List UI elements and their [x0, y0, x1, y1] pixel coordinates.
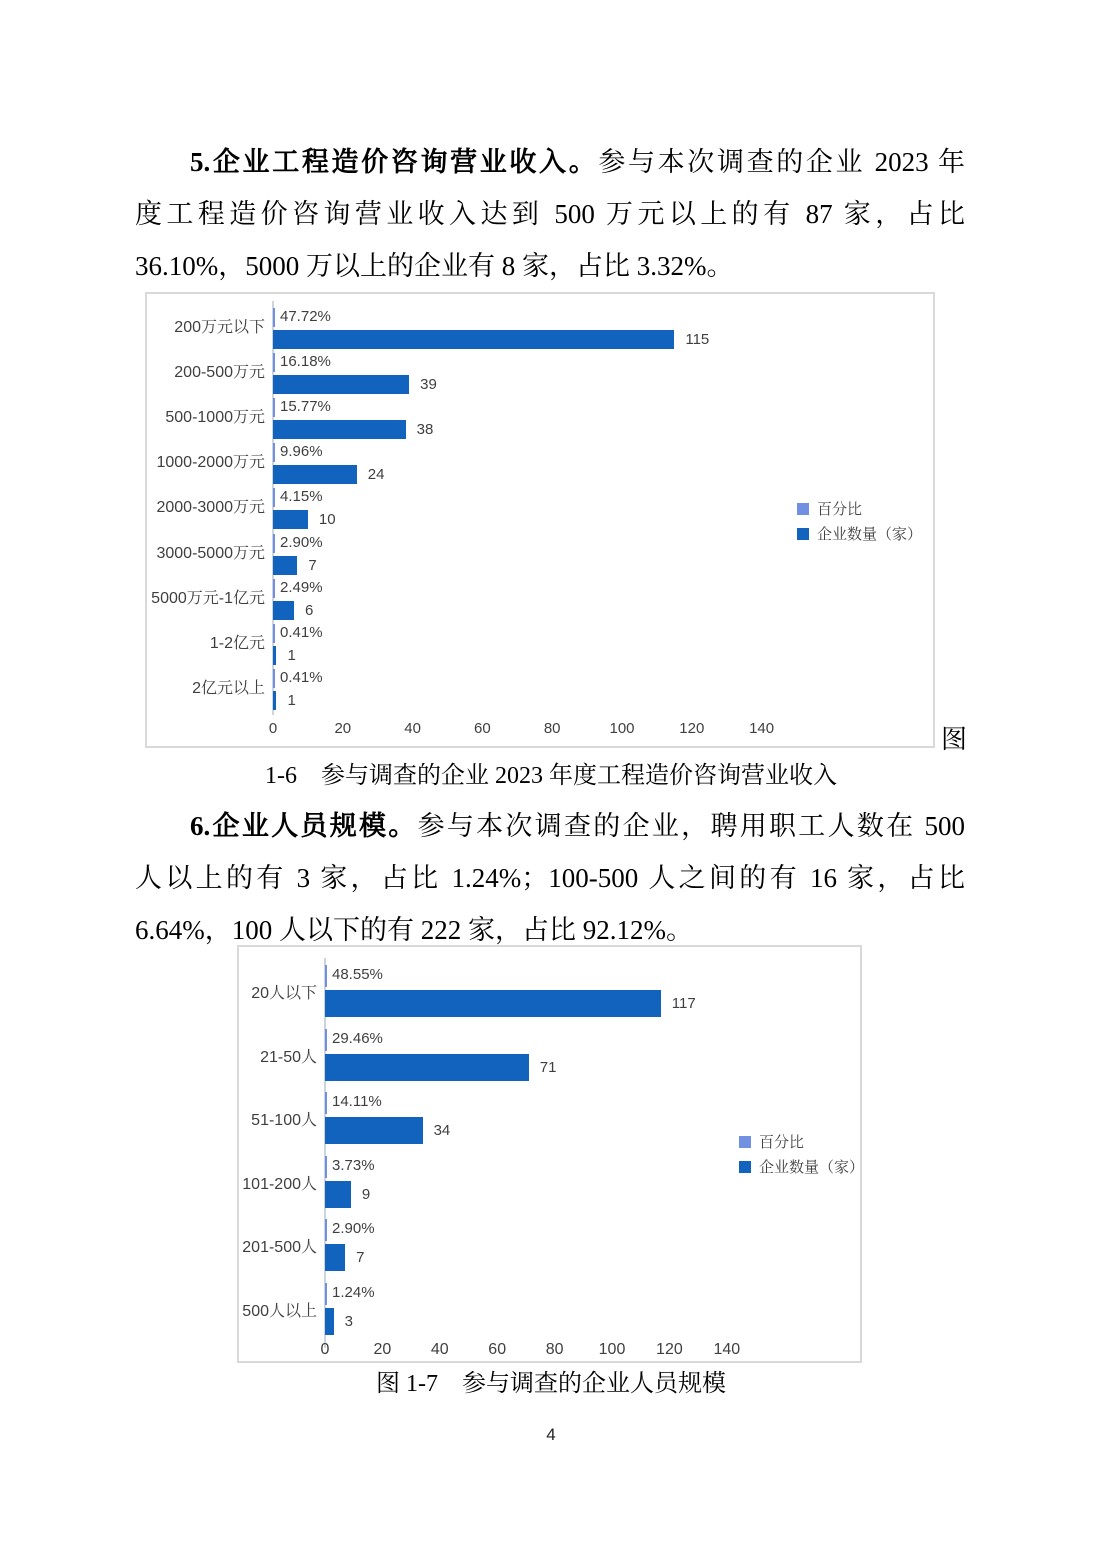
- percent-value-label: 9.96%: [280, 443, 323, 461]
- percent-bar: [325, 1029, 327, 1051]
- x-axis-tick-label: 60: [488, 1341, 507, 1358]
- count-bar: [273, 465, 357, 484]
- bar-category-label: 200-500万元: [174, 364, 265, 382]
- percent-bar: [325, 1283, 327, 1305]
- x-axis-tick-label: 120: [679, 720, 705, 737]
- x-axis-tick-label: 40: [430, 1341, 449, 1358]
- percent-value-label: 2.49%: [280, 578, 323, 596]
- x-axis-tick-label: 80: [545, 1341, 564, 1358]
- x-axis-tick-label: 40: [404, 720, 421, 737]
- figure-1-7-caption: 图 1-7 参与调查的企业人员规模: [376, 1371, 726, 1397]
- x-axis-tick-label: 100: [609, 720, 635, 737]
- x-axis-tick-label: 0: [268, 720, 278, 737]
- count-bar: [273, 646, 276, 665]
- percent-value-label: 29.46%: [332, 1029, 383, 1047]
- percent-value-label: 0.41%: [280, 623, 323, 641]
- count-value-label: 3: [344, 1313, 353, 1330]
- bar-category-label: 3000-5000万元: [156, 544, 265, 562]
- bar-category-label: 500-1000万元: [165, 409, 265, 427]
- percent-value-label: 4.15%: [280, 488, 323, 506]
- percent-value-label: 1.24%: [332, 1284, 375, 1301]
- legend-label: 企业数量（家）: [759, 1159, 865, 1176]
- count-value-label: 38: [416, 421, 434, 439]
- percent-bar: [273, 534, 275, 553]
- legend-label: 百分比: [759, 1134, 805, 1151]
- legend-swatch-percent-icon: [797, 503, 809, 515]
- percent-value-label: 16.18%: [280, 353, 331, 371]
- paragraph-line: [135, 852, 965, 904]
- percent-bar: [325, 965, 327, 987]
- count-bar: [273, 330, 674, 349]
- paragraph-text: 参与本次调查的企业 2023 年: [598, 147, 966, 177]
- count-value-label: 6: [304, 601, 314, 619]
- paragraph-text: 参与本次调查的企业，聘用职工人数在 500: [417, 811, 966, 841]
- x-axis-tick-label: 60: [474, 720, 491, 737]
- legend-item: [797, 497, 922, 522]
- count-bar: [325, 1054, 529, 1081]
- x-axis-tick-label: 100: [598, 1341, 626, 1358]
- bar-category-label: 5000万元-1亿元: [151, 589, 265, 607]
- percent-value-label: 3.73%: [332, 1156, 375, 1174]
- count-value-label: 7: [308, 556, 317, 574]
- figure-1-6-caption-orphan: 图: [941, 725, 968, 754]
- count-value-label: 39: [420, 376, 437, 394]
- x-axis-tick-label: 80: [543, 720, 561, 737]
- paragraph-5-income: [135, 136, 965, 292]
- count-bar: [273, 510, 308, 529]
- count-bar: [273, 601, 294, 620]
- bar-category-label: 20人以下: [251, 985, 317, 1002]
- percent-bar: [273, 443, 275, 462]
- bar-category-label: 500人以上: [242, 1303, 317, 1320]
- percent-bar: [273, 624, 275, 643]
- count-value-label: 24: [367, 466, 385, 484]
- count-bar: [325, 1308, 334, 1335]
- count-value-label: 10: [318, 511, 336, 529]
- bar-category-label: 201-500人: [242, 1239, 317, 1257]
- percent-value-label: 48.55%: [332, 966, 383, 983]
- legend-swatch-percent-icon: [739, 1136, 751, 1148]
- paragraph-text: 人以上的有 3 家，占比 1.24%；100-500 人之间的有 16 家，占比: [135, 863, 965, 893]
- percent-bar: [273, 669, 275, 688]
- count-value-label: 7: [356, 1249, 365, 1267]
- percent-value-label: 14.11%: [332, 1093, 382, 1111]
- percent-value-label: 15.77%: [280, 398, 331, 416]
- percent-bar: [273, 488, 275, 507]
- chart-figure-1-6: [145, 292, 935, 748]
- count-value-label: 9: [361, 1185, 371, 1203]
- count-value-label: 34: [433, 1122, 451, 1140]
- percent-value-label: 2.90%: [332, 1220, 375, 1238]
- x-axis-tick-label: 140: [749, 720, 775, 737]
- count-value-label: 1: [287, 646, 296, 664]
- paragraph-bold-lead: 6.企业人员规模。: [190, 811, 418, 841]
- paragraph-text: 度工程造价咨询营业收入达到 500 万元以上的有 87 家，占比: [135, 199, 965, 229]
- percent-value-label: 0.41%: [280, 668, 323, 686]
- bar-category-label: 21-50人: [260, 1048, 317, 1066]
- legend-item: [739, 1155, 864, 1180]
- count-bar: [325, 1181, 351, 1208]
- bar-category-label: 51-100人: [251, 1112, 317, 1130]
- legend-item: [797, 522, 922, 547]
- legend: [739, 1130, 864, 1180]
- percent-bar: [273, 398, 275, 417]
- paragraph-bold-lead: 5.企业工程造价咨询营业收入。: [190, 147, 599, 177]
- percent-bar: [273, 308, 275, 327]
- percent-bar: [325, 1092, 327, 1114]
- bar-category-label: 2000-3000万元: [156, 499, 265, 517]
- paragraph-text: 6.64%，100 人以下的有 222 家，占比 92.12%。: [135, 915, 693, 945]
- count-value-label: 1: [287, 691, 296, 709]
- paragraph-6-staff: [135, 800, 965, 956]
- paragraph-text: 36.10%，5000 万以上的企业有 8 家，占比 3.32%。: [135, 251, 734, 281]
- paragraph-line: [135, 240, 965, 292]
- count-bar: [273, 556, 297, 575]
- x-axis-tick-label: 0: [320, 1341, 330, 1358]
- bar-category-label: 101-200人: [242, 1175, 317, 1193]
- count-value-label: 71: [539, 1058, 557, 1076]
- bar-category-label: 200万元以下: [174, 319, 265, 336]
- x-axis-tick-label: 140: [713, 1341, 741, 1358]
- paragraph-line: [135, 188, 965, 240]
- x-axis-tick-label: 20: [373, 1341, 392, 1358]
- paragraph-line: [135, 136, 965, 188]
- percent-value-label: 47.72%: [280, 308, 331, 325]
- bar-category-label: 1-2亿元: [209, 634, 265, 652]
- legend: [797, 497, 922, 547]
- x-axis-tick-label: 20: [334, 720, 352, 737]
- count-value-label: 115: [685, 331, 710, 348]
- x-axis-tick-label: 120: [656, 1341, 683, 1358]
- count-bar: [273, 375, 409, 394]
- count-value-label: 117: [671, 995, 696, 1012]
- legend-label: 企业数量（家）: [817, 526, 923, 543]
- legend-item: [739, 1130, 864, 1155]
- paragraph-line: [135, 800, 965, 852]
- legend-swatch-count-icon: [739, 1161, 751, 1173]
- count-bar: [325, 1244, 345, 1271]
- legend-swatch-count-icon: [797, 528, 809, 540]
- count-bar: [273, 691, 276, 710]
- percent-value-label: 2.90%: [280, 533, 323, 551]
- percent-bar: [325, 1156, 327, 1178]
- percent-bar: [273, 579, 275, 598]
- legend-label: 百分比: [817, 501, 863, 518]
- percent-bar: [273, 353, 275, 372]
- page-number: 4: [546, 1425, 556, 1444]
- count-bar: [325, 990, 661, 1017]
- count-bar: [325, 1117, 423, 1144]
- chart-figure-1-7: [237, 945, 865, 1363]
- figure-1-6-caption: 1-6 参与调查的企业 2023 年度工程造价咨询营业收入: [265, 763, 837, 789]
- percent-bar: [325, 1219, 327, 1241]
- bar-category-label: 2亿元以上: [192, 679, 265, 697]
- bar-category-label: 1000-2000万元: [156, 454, 265, 472]
- count-bar: [273, 420, 406, 439]
